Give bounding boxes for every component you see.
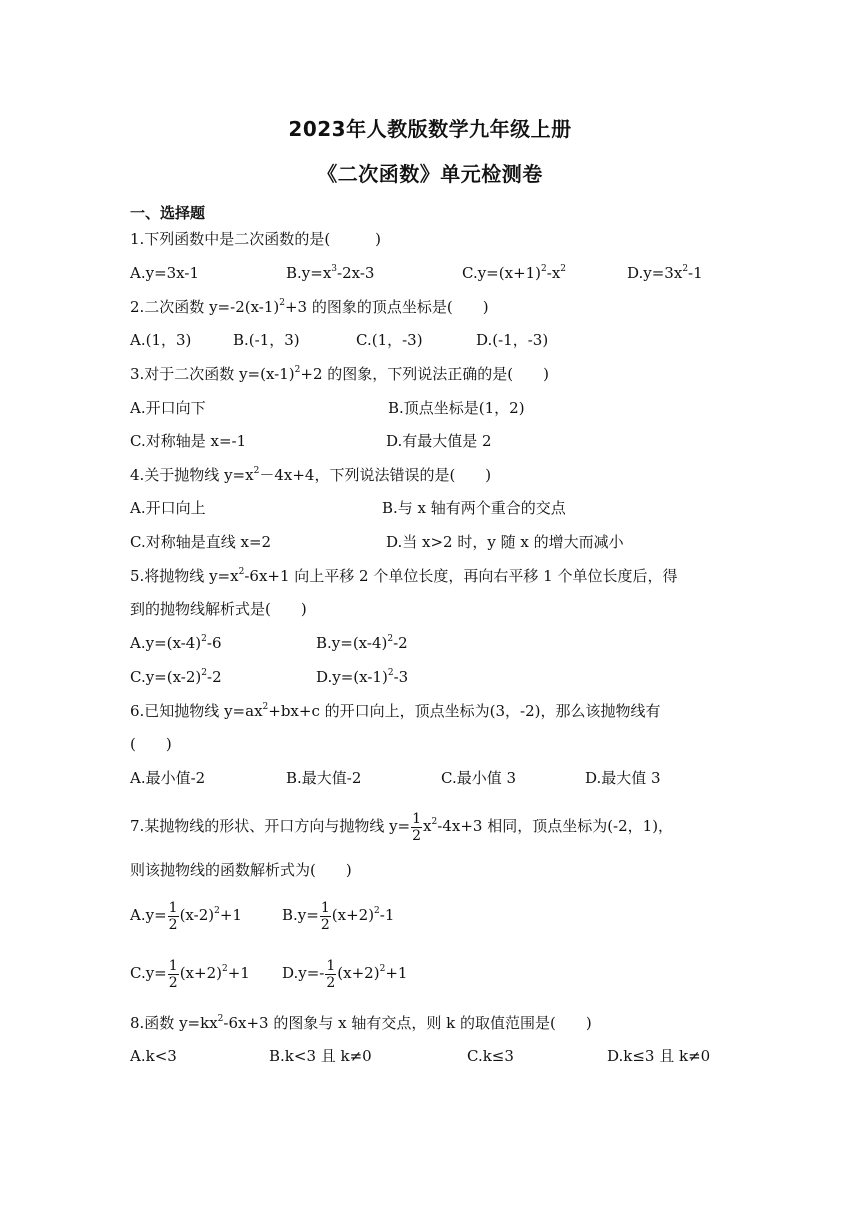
question-6-option-d: D.最大值 3 bbox=[585, 769, 661, 787]
question-8-stem: 8.函数 $y=kx^2-6x+3$ 的图象与 x 轴有交点，则 k 的取值范围是( ) bbox=[130, 1014, 592, 1032]
question-3-option-a: A.开口向下 bbox=[130, 399, 206, 417]
question-5-option-c: $C.y=(x-2)^2-2$ bbox=[130, 668, 222, 686]
question-7-stem-line-2: 则该抛物线的函数解析式为( ) bbox=[130, 861, 352, 879]
question-7-option-a: A.y= $\frac{1}{2}$ $(x-2)^2+1$ bbox=[130, 899, 242, 933]
fraction-one-half: $\frac{1}{2}$ bbox=[412, 810, 422, 844]
question-6-option-a: A.最小值-2 bbox=[130, 769, 206, 787]
question-5-option-b: $B.y=(x-4)^2-2$ bbox=[316, 634, 408, 652]
question-3-option-c: C.对称轴是 x=-1 bbox=[130, 432, 247, 450]
question-2-option-a: A.(1，3) bbox=[130, 331, 192, 349]
question-7-option-c: C.y= $\frac{1}{2}$ $(x+2)^2+1$ bbox=[130, 957, 250, 991]
question-7-option-d: D.y=- $\frac{1}{2}$ $(x+2)^2+1$ bbox=[282, 957, 408, 991]
section-heading: 一、选择题 bbox=[130, 204, 206, 222]
fraction-one-half: $\frac{1}{2}$ bbox=[320, 899, 330, 933]
question-1-option-a: A.y=3x-1 bbox=[130, 264, 199, 282]
question-7-stem: 7.某抛物线的形状、开口方向与抛物线 y= $\frac{1}{2}$ $x^2-4x+3$ 相同，顶点坐标为(-2，1)， bbox=[130, 810, 674, 844]
question-1-stem: 1.下列函数中是二次函数的是( ) bbox=[130, 230, 382, 248]
question-4-option-c: C.对称轴是直线 x=2 bbox=[130, 533, 272, 551]
question-5-stem-line-2: 到的抛物线解析式是( ) bbox=[130, 600, 307, 618]
question-4-option-d: D.当 x>2 时，y 随 x 的增大而减小 bbox=[386, 533, 624, 551]
question-3-option-b: B.顶点坐标是(1，2) bbox=[388, 399, 525, 417]
question-2-option-c: C.(1，-3) bbox=[356, 331, 423, 349]
question-8-option-a: A.k<3 bbox=[130, 1047, 177, 1065]
document-subtitle: 《二次函数》单元检测卷 bbox=[317, 162, 543, 186]
question-1-option-b: $B.y=x^3-2x-3$ bbox=[286, 264, 375, 282]
question-5-option-a: $A.y=(x-4)^2-6$ bbox=[130, 634, 222, 652]
question-8-option-b: B.k<3 且 k≠0 bbox=[269, 1047, 372, 1065]
question-1-option-c: $C.y=(x+1)^2-x^2$ bbox=[462, 264, 567, 282]
question-3-stem: 3.对于二次函数 $y=(x-1)^2+2$ 的图象，下列说法正确的是( ) bbox=[130, 365, 549, 383]
question-5-stem: 5.将抛物线 $y=x^2-6x+1$ 向上平移 2 个单位长度，再向右平移 1 个单位长度后，得 bbox=[130, 567, 678, 585]
question-5-option-d: $D.y=(x-1)^2-3$ bbox=[316, 668, 409, 686]
question-6-stem-line-2: ( ) bbox=[130, 735, 172, 753]
question-2-option-b: B.(-1，3) bbox=[233, 331, 300, 349]
question-4-stem: 4.关于抛物线 $y=x^2-4x+4$，下列说法错误的是( ) bbox=[130, 466, 492, 484]
question-6-stem: 6.已知抛物线 $y=ax^2+bx+c$ 的开口向上，顶点坐标为(3，-2)，那么该抛物线有 bbox=[130, 702, 661, 720]
fraction-one-half: $\frac{1}{2}$ bbox=[168, 957, 178, 991]
question-3-option-d: D.有最大值是 2 bbox=[386, 432, 492, 450]
question-4-option-a: A.开口向上 bbox=[130, 499, 206, 517]
fraction-one-half: $\frac{1}{2}$ bbox=[326, 957, 336, 991]
question-6-option-b: B.最大值-2 bbox=[286, 769, 362, 787]
question-6-option-c: C.最小值 3 bbox=[441, 769, 517, 787]
question-7-option-b: B.y= $\frac{1}{2}$ $(x+2)^2-1$ bbox=[282, 899, 395, 933]
question-4-option-b: B.与 x 轴有两个重合的交点 bbox=[382, 499, 566, 517]
question-8-option-d: D.k≤3 且 k≠0 bbox=[607, 1047, 711, 1065]
question-2-option-d: D.(-1，-3) bbox=[476, 331, 549, 349]
question-8-option-c: C.k≤3 bbox=[467, 1047, 514, 1065]
document-title: 2023年人教版数学九年级上册 bbox=[288, 117, 572, 141]
question-1-option-d: $D.y=3x^2-1$ bbox=[627, 264, 703, 282]
fraction-one-half: $\frac{1}{2}$ bbox=[168, 899, 178, 933]
question-2-stem: 2.二次函数 $y=-2(x-1)^2+3$ 的图象的顶点坐标是( ) bbox=[130, 298, 489, 316]
